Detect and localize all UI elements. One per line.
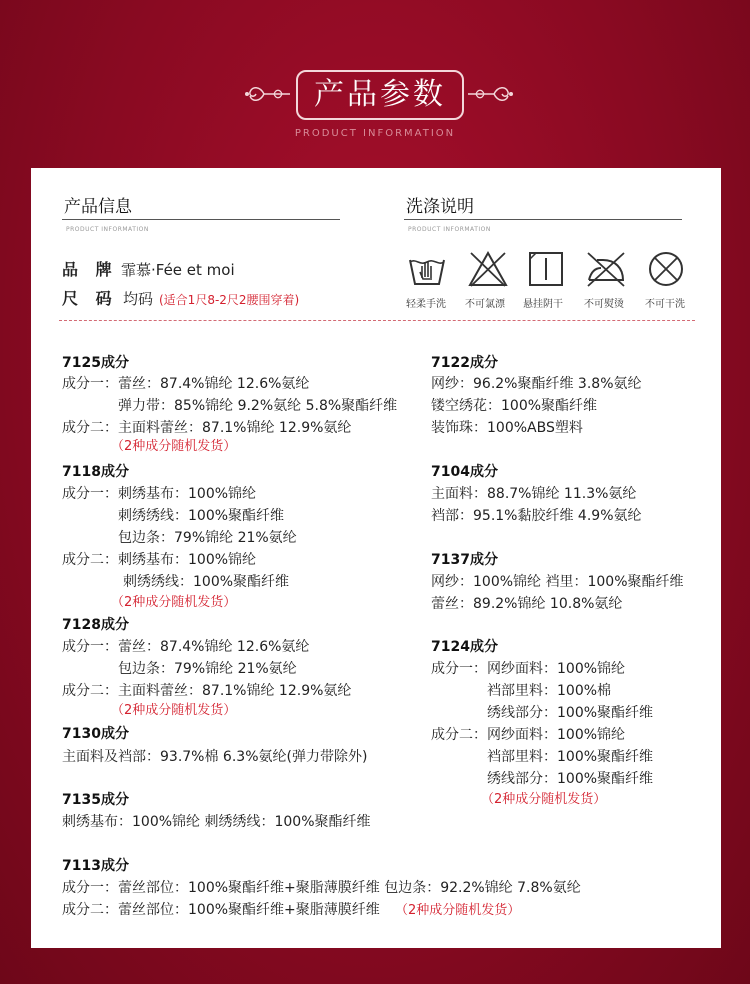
composition-7118-note: （2种成分随机发货） [111, 595, 237, 610]
composition-7124-line: 成分一：网纱面料：100%锦纶 [431, 661, 626, 677]
composition-7113-note: （2种成分随机发货） [395, 903, 521, 918]
composition-7124-note: （2种成分随机发货） [481, 792, 607, 807]
composition-7122-line: 镂空绣花：100%聚酯纤维 [431, 398, 598, 414]
composition-7118-code: 7118成分 [62, 464, 129, 480]
no-bleach-icon [468, 250, 508, 288]
care-title: 洗涤说明 [406, 197, 474, 217]
composition-7122-line: 网纱：96.2%聚酯纤维 3.8%氨纶 [431, 376, 642, 392]
composition-7124-line: 绣线部分：100%聚酯纤维 [487, 771, 654, 787]
composition-7122-code: 7122成分 [431, 355, 498, 371]
product-info-title: 产品信息 [64, 197, 132, 217]
page-title: 产品参数 [296, 70, 464, 120]
brand-label: 品 牌 [62, 260, 118, 279]
composition-7128-line: 成分一：蕾丝：87.4%锦纶 12.6%氨纶 [62, 639, 310, 655]
page-subtitle: PRODUCT INFORMATION [294, 128, 456, 139]
page-header [0, 60, 750, 150]
composition-7128-code: 7128成分 [62, 617, 129, 633]
composition-7135-line: 刺绣基布：100%锦纶 刺绣绣线：100%聚酯纤维 [62, 814, 371, 830]
product-info-divider [62, 219, 340, 220]
no-dry-clean-icon [647, 250, 685, 288]
composition-7124-line: 绣线部分：100%聚酯纤维 [487, 705, 654, 721]
no-bleach-label: 不可氯漂 [465, 299, 505, 310]
composition-7130-code: 7130成分 [62, 726, 129, 742]
composition-7125-code: 7125成分 [62, 355, 129, 371]
size-value: 均码 [123, 290, 154, 308]
composition-7128-line: 成分二：主面料蕾丝：87.1%锦纶 12.9%氨纶 [62, 683, 352, 699]
composition-7124-code: 7124成分 [431, 639, 498, 655]
care-divider [404, 219, 682, 220]
composition-7125-line: 成分一：蕾丝：87.4%锦纶 12.6%氨纶 [62, 376, 310, 392]
composition-7124-line: 裆部里料：100%棉 [487, 683, 612, 699]
composition-7137-line: 蕾丝：89.2%锦纶 10.8%氨纶 [431, 596, 623, 612]
composition-7104-line: 主面料：88.7%锦纶 11.3%氨纶 [431, 486, 637, 502]
composition-7118-line: 包边条：79%锦纶 21%氨纶 [118, 530, 297, 546]
composition-7130-line: 主面料及裆部：93.7%棉 6.3%氨纶(弹力带除外) [62, 749, 368, 765]
composition-7113-code: 7113成分 [62, 858, 129, 874]
no-dry-clean-label: 不可干洗 [645, 299, 685, 310]
composition-7135-code: 7135成分 [62, 792, 129, 808]
composition-7137-code: 7137成分 [431, 552, 498, 568]
composition-7125-line: 成分二：主面料蕾丝：87.1%锦纶 12.9%氨纶 [62, 420, 352, 436]
composition-7118-line: 刺绣绣线：100%聚酯纤维 [123, 574, 290, 590]
composition-7118-line: 成分二：刺绣基布：100%锦纶 [62, 552, 257, 568]
no-iron-label: 不可熨烫 [584, 299, 624, 310]
size-label: 尺 码 [62, 289, 118, 308]
composition-7124-line: 成分二：网纱面料：100%锦纶 [431, 727, 626, 743]
composition-7122-line: 装饰珠：100%ABS塑料 [431, 420, 583, 436]
hand-wash-icon [407, 250, 447, 288]
composition-7125-line: 弹力带：85%锦纶 9.2%氨纶 5.8%聚酯纤维 [118, 398, 398, 414]
composition-7113-line: 成分二：蕾丝部位：100%聚酯纤维+聚脂薄膜纤维 [62, 902, 380, 918]
brand-value: 霏慕·Fée et moi [121, 261, 235, 279]
ornament-right-icon [466, 82, 514, 106]
section-divider [59, 320, 695, 321]
content-panel [31, 168, 721, 948]
composition-7113-line: 成分一：蕾丝部位：100%聚酯纤维+聚脂薄膜纤维 包边条：92.2%锦纶 7.8%氨纶 [62, 880, 581, 896]
composition-7104-line: 裆部：95.1%黏胶纤维 4.9%氨纶 [431, 508, 642, 524]
line-dry-shade-icon [526, 250, 566, 288]
ornament-left-icon [244, 82, 292, 106]
composition-7104-code: 7104成分 [431, 464, 498, 480]
composition-7124-line: 裆部里料：100%聚酯纤维 [487, 749, 654, 765]
composition-7118-line: 成分一：刺绣基布：100%锦纶 [62, 486, 257, 502]
line-dry-shade-label: 悬挂阴干 [523, 299, 563, 310]
composition-7128-line: 包边条：79%锦纶 21%氨纶 [118, 661, 297, 677]
composition-7128-note: （2种成分随机发货） [111, 703, 237, 718]
composition-7118-line: 刺绣绣线：100%聚酯纤维 [118, 508, 285, 524]
hand-wash-label: 轻柔手洗 [406, 299, 446, 310]
size-note: (适合1尺8-2尺2腰围穿着) [159, 293, 300, 307]
care-subtitle: PRODUCT INFORMATION [408, 226, 491, 233]
no-iron-icon [585, 250, 627, 288]
product-info-subtitle: PRODUCT INFORMATION [66, 226, 149, 233]
composition-7137-line: 网纱：100%锦纶 裆里：100%聚酯纤维 [431, 574, 684, 590]
composition-7125-note: （2种成分随机发货） [111, 439, 237, 454]
